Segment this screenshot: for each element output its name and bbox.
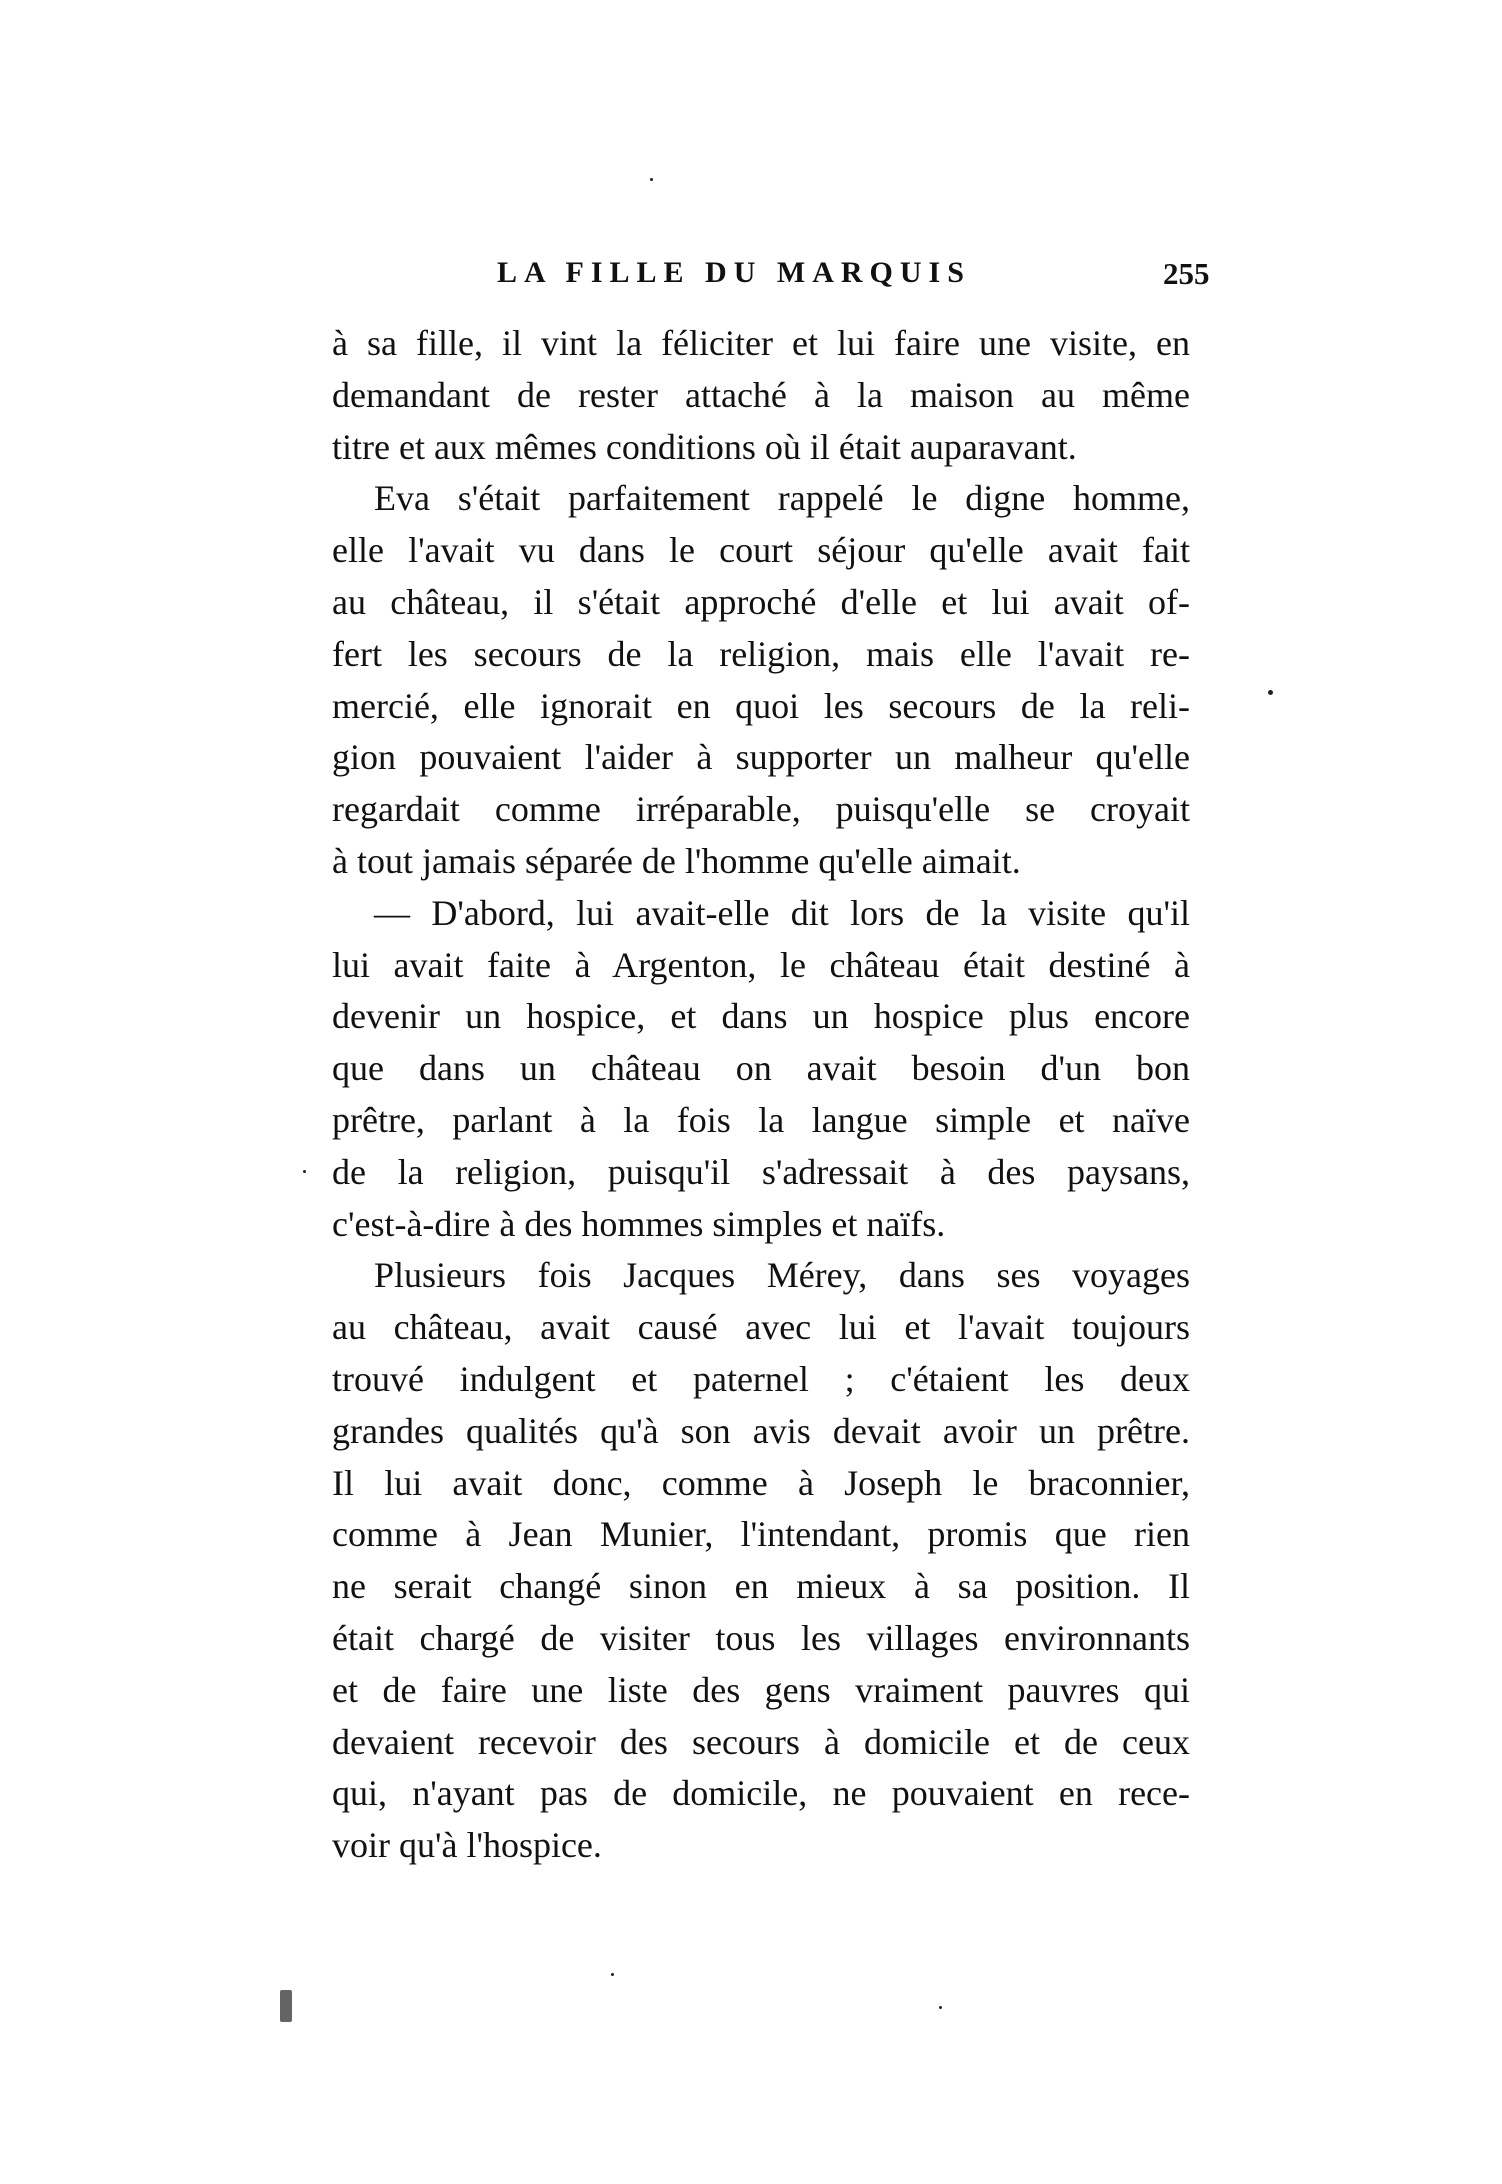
text-line: prêtre, parlant à la fois la langue simple et naïve xyxy=(332,1099,1190,1140)
text-line: de la religion, puisqu'il s'adressait à des paysans, xyxy=(332,1151,1190,1192)
text-line: fert les secours de la religion, mais elle l'avait re- xyxy=(332,633,1190,674)
text-line: devaient recevoir des secours à domicile et de ceux xyxy=(332,1721,1190,1762)
text-line: comme à Jean Munier, l'intendant, promis que rien xyxy=(332,1514,1190,1555)
scan-speck xyxy=(650,178,653,181)
scan-speck xyxy=(1268,690,1273,695)
text-line: — D'abord, lui avait-elle dit lors de la visite qu'il xyxy=(374,892,1190,933)
text-line: était chargé de visiter tous les villages environnants xyxy=(332,1617,1190,1658)
scan-speck xyxy=(611,1973,614,1976)
text-line: elle l'avait vu dans le court séjour qu'elle avait fait xyxy=(332,530,1190,571)
text-line: voir qu'à l'hospice. xyxy=(332,1825,602,1866)
text-line: Eva s'était parfaitement rappelé le digne homme, xyxy=(374,478,1190,519)
text-line: demandant de rester attaché à la maison au même xyxy=(332,374,1190,415)
text-line: devenir un hospice, et dans un hospice plus encore xyxy=(332,996,1190,1037)
text-line: grandes qualités qu'à son avis devait avoir un prêtre. xyxy=(332,1410,1190,1451)
text-line: trouvé indulgent et paternel ; c'étaient les deux xyxy=(332,1358,1190,1399)
text-line: au château, il s'était approché d'elle et lui avait of- xyxy=(332,581,1190,622)
text-line: titre et aux mêmes conditions où il était auparavant. xyxy=(332,426,1077,467)
scan-speck xyxy=(939,2006,942,2009)
running-title: LA FILLE DU MARQUIS xyxy=(497,256,971,289)
text-line: Il lui avait donc, comme à Joseph le braconnier, xyxy=(332,1462,1190,1503)
text-line: ne serait changé sinon en mieux à sa position. Il xyxy=(332,1566,1190,1607)
page-number: 255 xyxy=(1163,256,1210,291)
text-line: qui, n'ayant pas de domicile, ne pouvaient en rece- xyxy=(332,1773,1190,1814)
scan-speck xyxy=(280,1990,292,2022)
text-line: Plusieurs fois Jacques Mérey, dans ses voyages xyxy=(374,1255,1190,1296)
text-line: à sa fille, il vint la féliciter et lui faire une visite, en xyxy=(332,323,1190,363)
text-line: regardait comme irréparable, puisqu'elle se croyait xyxy=(332,789,1190,830)
text-line: à tout jamais séparée de l'homme qu'elle aimait. xyxy=(332,840,1021,881)
text-line: que dans un château on avait besoin d'un bon xyxy=(332,1048,1190,1089)
text-line: et de faire une liste des gens vraiment pauvres qui xyxy=(332,1669,1190,1710)
text-line: lui avait faite à Argenton, le château était destiné à xyxy=(332,944,1190,985)
text-line: gion pouvaient l'aider à supporter un malheur qu'elle xyxy=(332,737,1190,778)
text-line: mercié, elle ignorait en quoi les secours de la reli- xyxy=(332,685,1190,726)
text-line: c'est-à-dire à des hommes simples et naïfs. xyxy=(332,1203,946,1244)
scan-speck xyxy=(303,1170,306,1173)
text-line: au château, avait causé avec lui et l'avait toujours xyxy=(332,1307,1190,1348)
body-text xyxy=(332,318,1190,1872)
